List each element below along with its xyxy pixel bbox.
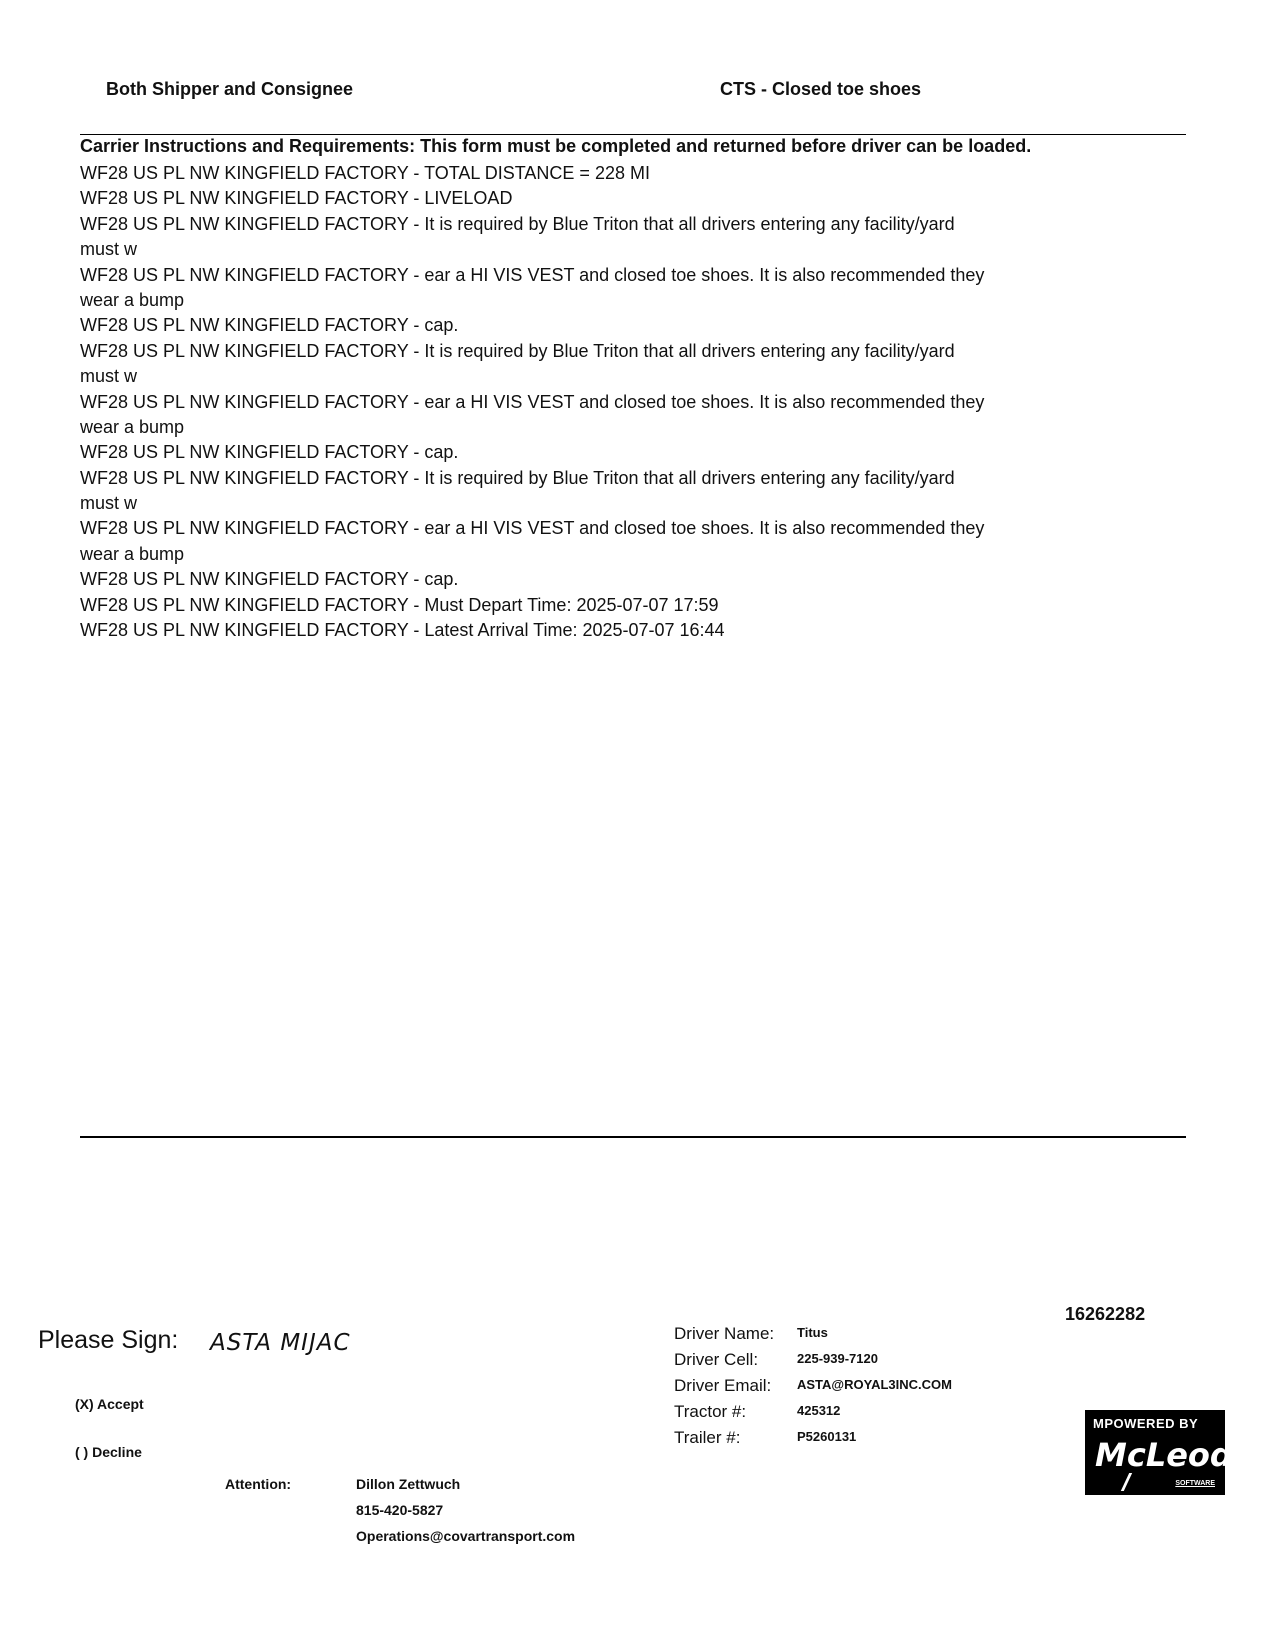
driver-name-label: Driver Name: (674, 1324, 775, 1343)
trailer-number: P5260131 (797, 1429, 857, 1444)
logo-top-text: MPOWERED BY (1093, 1416, 1199, 1431)
attention-name: Dillon Zettwuch (356, 1476, 461, 1492)
instruction-line: must w (80, 366, 138, 387)
instruction-line: wear a bump (80, 543, 185, 564)
logo-sub-text: SOFTWARE (1175, 1480, 1215, 1487)
instruction-line: WF28 US PL NW KINGFIELD FACTORY - Latest Arrival Time: 2025-07-07 16:44 (80, 620, 725, 641)
tractor-number: 425312 (797, 1403, 841, 1418)
bottom-divider (80, 1136, 1186, 1138)
instruction-line: WF28 US PL NW KINGFIELD FACTORY - It is required by Blue Triton that all drivers entering any facility/yard (80, 340, 955, 361)
instruction-line: WF28 US PL NW KINGFIELD FACTORY - ear a HI VIS VEST and closed toe shoes. It is also recommended they (80, 391, 985, 412)
attention-email: Operations@covartransport.com (356, 1528, 576, 1544)
instruction-line: WF28 US PL NW KINGFIELD FACTORY - cap. (80, 569, 459, 590)
signature: ASTA MIJAC (210, 1330, 351, 1356)
logo-slash-mark (1121, 1473, 1132, 1491)
driver-cell-label: Driver Cell: (674, 1350, 759, 1369)
trailer-label: Trailer #: (674, 1428, 741, 1447)
instruction-line: wear a bump (80, 416, 185, 437)
attention-phone: 815-420-5827 (356, 1502, 444, 1518)
instruction-line: must w (80, 239, 138, 260)
logo-brand-text: McLeod (1095, 1436, 1233, 1474)
driver-email: ASTA@ROYAL3INC.COM (797, 1377, 952, 1392)
instruction-line: must w (80, 493, 138, 514)
instruction-line: WF28 US PL NW KINGFIELD FACTORY - Must Depart Time: 2025-07-07 17:59 (80, 594, 719, 615)
instruction-line: WF28 US PL NW KINGFIELD FACTORY - LIVELOAD (80, 188, 513, 209)
instruction-line: WF28 US PL NW KINGFIELD FACTORY - cap. (80, 315, 459, 336)
instruction-line: WF28 US PL NW KINGFIELD FACTORY - It is required by Blue Triton that all drivers entering any facility/yard (80, 213, 955, 234)
instruction-line: WF28 US PL NW KINGFIELD FACTORY - cap. (80, 442, 459, 463)
accept-option[interactable]: (X) Accept (75, 1396, 144, 1412)
instruction-line: wear a bump (80, 289, 185, 310)
header-left: Both Shipper and Consignee (106, 79, 354, 99)
reference-number: 16262282 (1065, 1304, 1146, 1324)
decline-option[interactable]: ( ) Decline (75, 1444, 142, 1460)
driver-name: Titus (797, 1325, 828, 1340)
tractor-label: Tractor #: (674, 1402, 747, 1421)
driver-email-label: Driver Email: (674, 1376, 772, 1395)
attention-label: Attention: (225, 1476, 292, 1492)
instructions-list (80, 161, 1130, 643)
instruction-line: WF28 US PL NW KINGFIELD FACTORY - ear a HI VIS VEST and closed toe shoes. It is also recommended they (80, 518, 985, 539)
please-sign-label: Please Sign: (38, 1326, 179, 1354)
header-right: CTS - Closed toe shoes (720, 79, 922, 99)
instruction-line: WF28 US PL NW KINGFIELD FACTORY - ear a HI VIS VEST and closed toe shoes. It is also recommended they (80, 264, 985, 285)
instruction-line: WF28 US PL NW KINGFIELD FACTORY - TOTAL DISTANCE = 228 MI (80, 163, 650, 183)
top-divider (80, 134, 1186, 135)
instructions-title: Carrier Instructions and Requirements: This form must be completed and returned before driver can be loaded. (80, 136, 1032, 156)
instruction-line: WF28 US PL NW KINGFIELD FACTORY - It is required by Blue Triton that all drivers entering any facility/yard (80, 467, 955, 488)
driver-cell: 225-939-7120 (797, 1351, 878, 1366)
mcleod-logo (1085, 1410, 1233, 1495)
